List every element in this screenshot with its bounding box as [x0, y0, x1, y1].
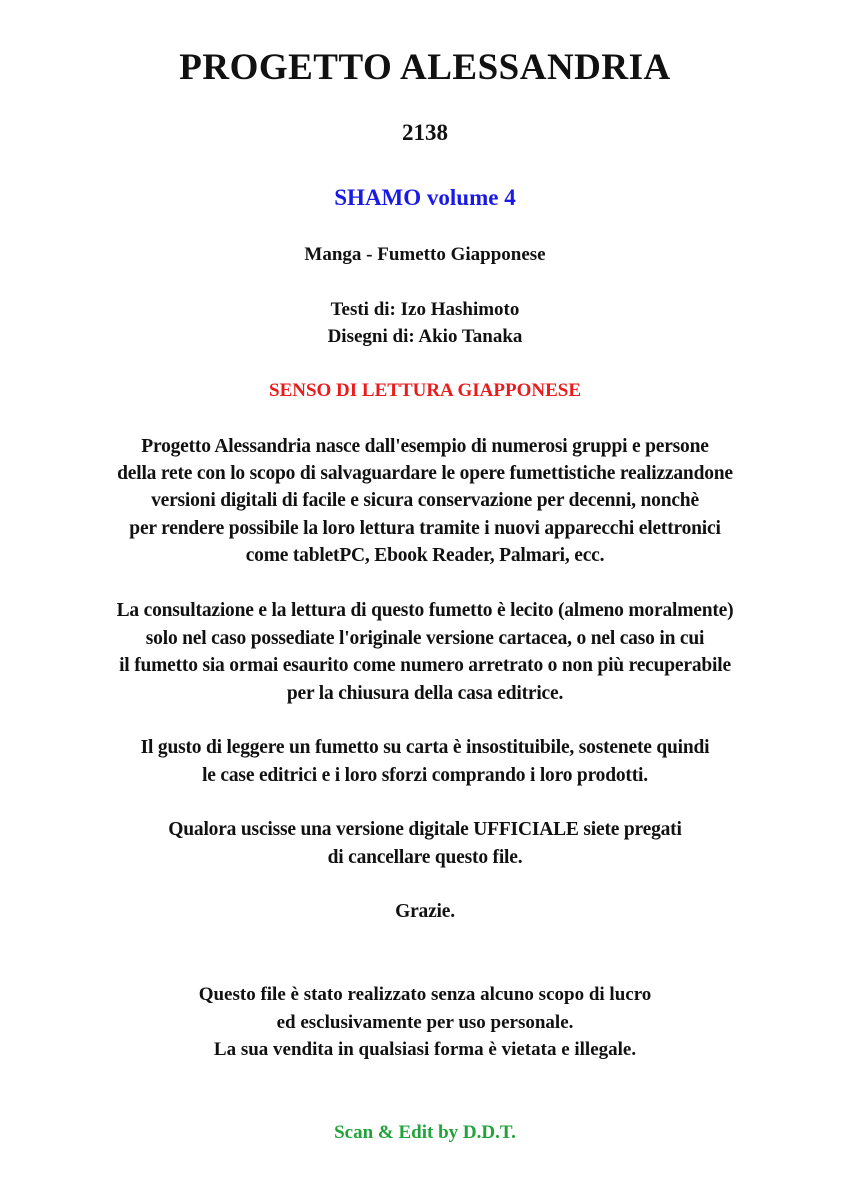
paragraph-line: di cancellare questo file.: [327, 847, 523, 868]
paragraph-line: il fumetto sia ormai esaurito come numero arretrato o non più recuperabile: [119, 655, 731, 676]
author-drawings: Disegni di: Akio Tanaka: [327, 326, 523, 347]
paragraph-line: versioni digitali di facile e sicura conservazione per decenni, nonchè: [151, 490, 699, 511]
genre-label: Manga - Fumetto Giapponese: [304, 244, 546, 265]
scan-credit: Scan & Edit by D.D.T.: [334, 1122, 516, 1143]
author-texts: Testi di: Izo Hashimoto: [330, 299, 520, 320]
volume-title: SHAMO volume 4: [334, 185, 516, 210]
paragraph-line: Qualora uscisse una versione digitale UFFICIALE siete pregati: [168, 819, 682, 840]
reading-direction-warning: SENSO DI LETTURA GIAPPONESE: [269, 380, 581, 401]
paragraph-line: le case editrici e i loro sforzi comprando i loro prodotti.: [202, 765, 648, 786]
paragraph-line: per la chiusura della casa editrice.: [286, 683, 564, 704]
paragraph-line: Progetto Alessandria nasce dall'esempio di numerosi gruppi e persone: [141, 436, 709, 457]
paragraph-line: La consultazione e la lettura di questo fumetto è lecito (almeno moralmente): [116, 600, 734, 621]
thanks-text: Grazie.: [395, 901, 455, 922]
legal-line: ed esclusivamente per uso personale.: [276, 1012, 574, 1033]
paragraph-line: della rete con lo scopo di salvaguardare le opere fumettistiche realizzandone: [117, 463, 733, 484]
legal-line: La sua vendita in qualsiasi forma è vietata e illegale.: [213, 1039, 637, 1060]
legal-line: Questo file è stato realizzato senza alcuno scopo di lucro: [198, 984, 652, 1005]
paragraph-line: per rendere possibile la loro lettura tramite i nuovi apparecchi elettronici: [129, 518, 721, 539]
issue-number: 2138: [402, 120, 448, 145]
paragraph-line: Il gusto di leggere un fumetto su carta è insostituibile, sostenete quindi: [140, 737, 710, 758]
paragraph-line: solo nel caso possediate l'originale versione cartacea, o nel caso in cui: [145, 628, 705, 649]
paragraph-line: come tabletPC, Ebook Reader, Palmari, ecc.: [245, 545, 605, 566]
page-title: PROGETTO ALESSANDRIA: [179, 47, 671, 88]
